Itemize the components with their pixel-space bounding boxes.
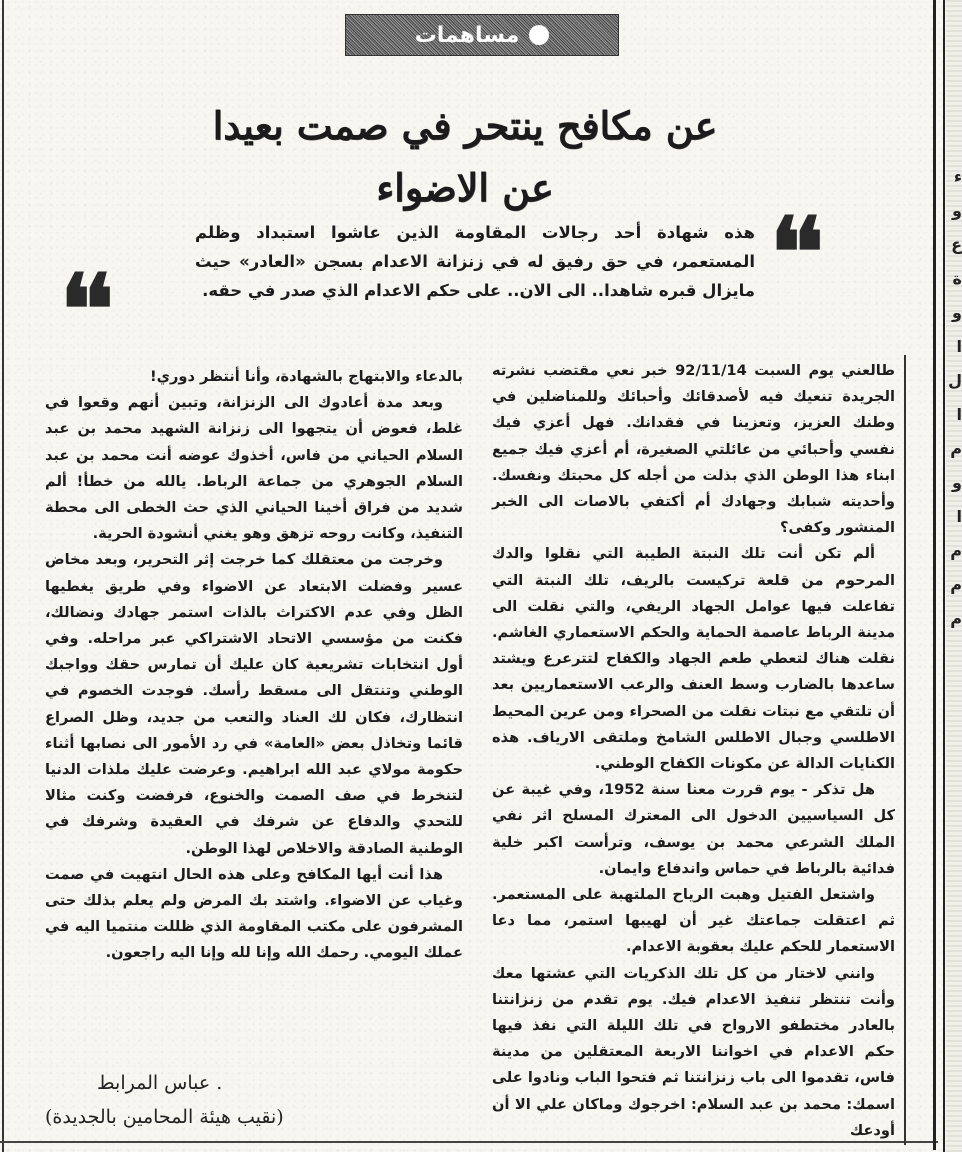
paragraph: هل تذكر - يوم قررت معنا سنة 1952، وفي غيبة عن كل السياسيين الدخول الى المعترك المسلح اثر نفي الملك الشرعي محمد بن يوسف، وترأست اكبر خلية فدائية بالرباط في حماس واندفاع وايمان. xyxy=(492,781,895,877)
headline-line-1: عن مكافح ينتحر في صمت بعيدا xyxy=(212,103,718,148)
close-quote-icon: ❛❛ xyxy=(60,253,106,366)
paragraph: بالدعاء والابتهاج بالشهادة، وأنا أنتظر دوري! xyxy=(149,368,463,385)
author-title: (نقيب هيئة المحامين بالجديدة) xyxy=(45,1106,284,1128)
author-signature xyxy=(45,1066,375,1134)
paragraph: ألم تكن أنت تلك النبتة الطيبة التي نقلوا والدك المرحوم من قلعة تركيست بالريف، تلك النبتة التي تفاعلت فيها عوامل الجهاد الريفي، والتي نقلت الى مدينة الرباط عاصمة الحماية والحكم الاستعماري الغاشم. نقلت هناك لتعطي طعم الجهاد والكفاح لتترعرع ويشتد ساعدها بالضارب وسط العنف والرعب الاستعماريين بعد أن تلتقي مع نبتات نقلت من الصحراء ومن عرين المحيط الاطلسي وجبال الاطلس الشامخ وملتقى الارياف. هذه الكنايات الدالة عن مكونات الكفاح الوطني. xyxy=(492,545,895,773)
right-border-rule xyxy=(933,0,936,1150)
section-rubric xyxy=(345,14,619,56)
section-label: مساهمات xyxy=(414,22,520,48)
paragraph: هذا أنت أيها المكافح وعلى هذه الحال انتهيت في صمت وغياب عن الاضواء. واشتد بك المرض ولم يعلم بذلك حتى المشرفون على مكتب المقاومة الذي ظللت منتميا اليه في عملك اليومي. رحمك الله وإنا لله وإنا اليه راجعون. xyxy=(45,865,463,962)
paragraph: وانني لاختار من كل تلك الذكريات التي عشتها معك وأنت تنتظر تنفيذ الاعدام فيك. يوم تقدم من زنزانتنا بالعادر مختطفو الارواح في تلك الليلة التي نفذ فيها حكم الاعدام في اخواننا الاربعة المعتقلين من مدينة فاس، تقدموا الى باب زنزانتنا ثم فتحوا الباب ونادوا على اسمك: محمد بن عبد السلام: اخرجوك وماكان علي الا أن أودعك xyxy=(492,964,895,1139)
paragraph: واشتعل الفتيل وهبت الرياح الملتهبة على المستعمر. ثم اعتقلت جماعتك غير أن لهيبها استمر، مما دعا الاستعمار للحكم عليك بعقوبة الاعدام. xyxy=(492,886,895,956)
left-border-rule xyxy=(2,0,4,1152)
open-quote-icon: ❛❛ xyxy=(770,196,816,309)
right-border-rule-outer xyxy=(943,0,945,1152)
paragraph: وبعد مدة أعادوك الى الزنزانة، وتبين أنهم وقعوا في غلط، فعوض أن يتجهوا الى زنزانة الشهيد محمد بن عبد السلام الحياني من فاس، أخذوك عوضه أنت محمد بن عبد السلام الجوهري من جماعة الرباط. يالله من خطأ! ألم شديد من فراق أخينا الحياني الذي حث الخطى الى محطة التنفيذ، وكانت روحه تزهق وهو يغني أنشودة الحرية. xyxy=(45,394,463,543)
article-column-right xyxy=(492,358,895,1144)
article-column-left xyxy=(45,364,463,967)
bullet-dot-icon xyxy=(529,25,549,45)
adjacent-column-fragment: ء و ع ة و ا ل ا م و ا م م م xyxy=(948,167,962,628)
headline-line-2: عن الاضواء xyxy=(376,165,554,210)
paragraph: طالعني يوم السبت 92/11/14 خبر نعي مقتضب نشرته الجريدة تنعيك فيه لأصدقائك وأحبائك وللمناضلين في وطنك العزيز، وتعزينا في فقدانك. فهل أعزي فيك نفسي وأحبائي من عائلتي الصغيرة، أم أعزي فيك جميع ابناء هذا الوطن الذي بذلت من أجله كل محبتك ونفسك. وأحديته شبابك وجهادك أم أكتفي بالاصات الى الخبر المنشور وكفى؟ xyxy=(492,362,895,537)
intro-deck: هذه شهادة أحد رجالات المقاومة الذين عاشوا استبداد وظلم المستعمر، في حق رفيق له في زنزانة الاعدام بسجن «العادر» حيث مايزال قبره شاهدا.. الى الان.. على حكم الاعدام الذي صدر في حقه. xyxy=(195,223,755,300)
author-name: . عباس المرابط xyxy=(97,1072,223,1094)
paragraph: وخرجت من معتقلك كما خرجت إثر التحرير، وبعد مخاض عسير وفضلت الابتعاد عن الاضواء وفي طريق يغطيها الظل وفي عدم الاكتراث بالذات استمر جهادك ونضالك، فكنت من مؤسسي الاتحاد الاشتراكي عبر مراحله. وفي أول انتخابات تشريعية كان عليك أن تمارس حقك وواجبك الوطني وتنتقل الى مسقط رأسك. فوجدت الخصوم في انتظارك، فكان لك العناد والتعب من جديد، وظل الصراع قائما وتخاذل بعض «العامة» في رد الأمور الى نصابها أثناء حكومة مولاي عبد الله ابراهيم. وعرضت عليك ملذات الدنيا لتنخرط في صف الصمت والخنوع، فرفضت وكنت مثالا للتحدي والدفاع عن شرفك في العقيدة وشرفك في الوطنية الصادقة والاخلاص لهذا الوطن. xyxy=(45,551,463,857)
column-border-rule xyxy=(904,355,906,1145)
